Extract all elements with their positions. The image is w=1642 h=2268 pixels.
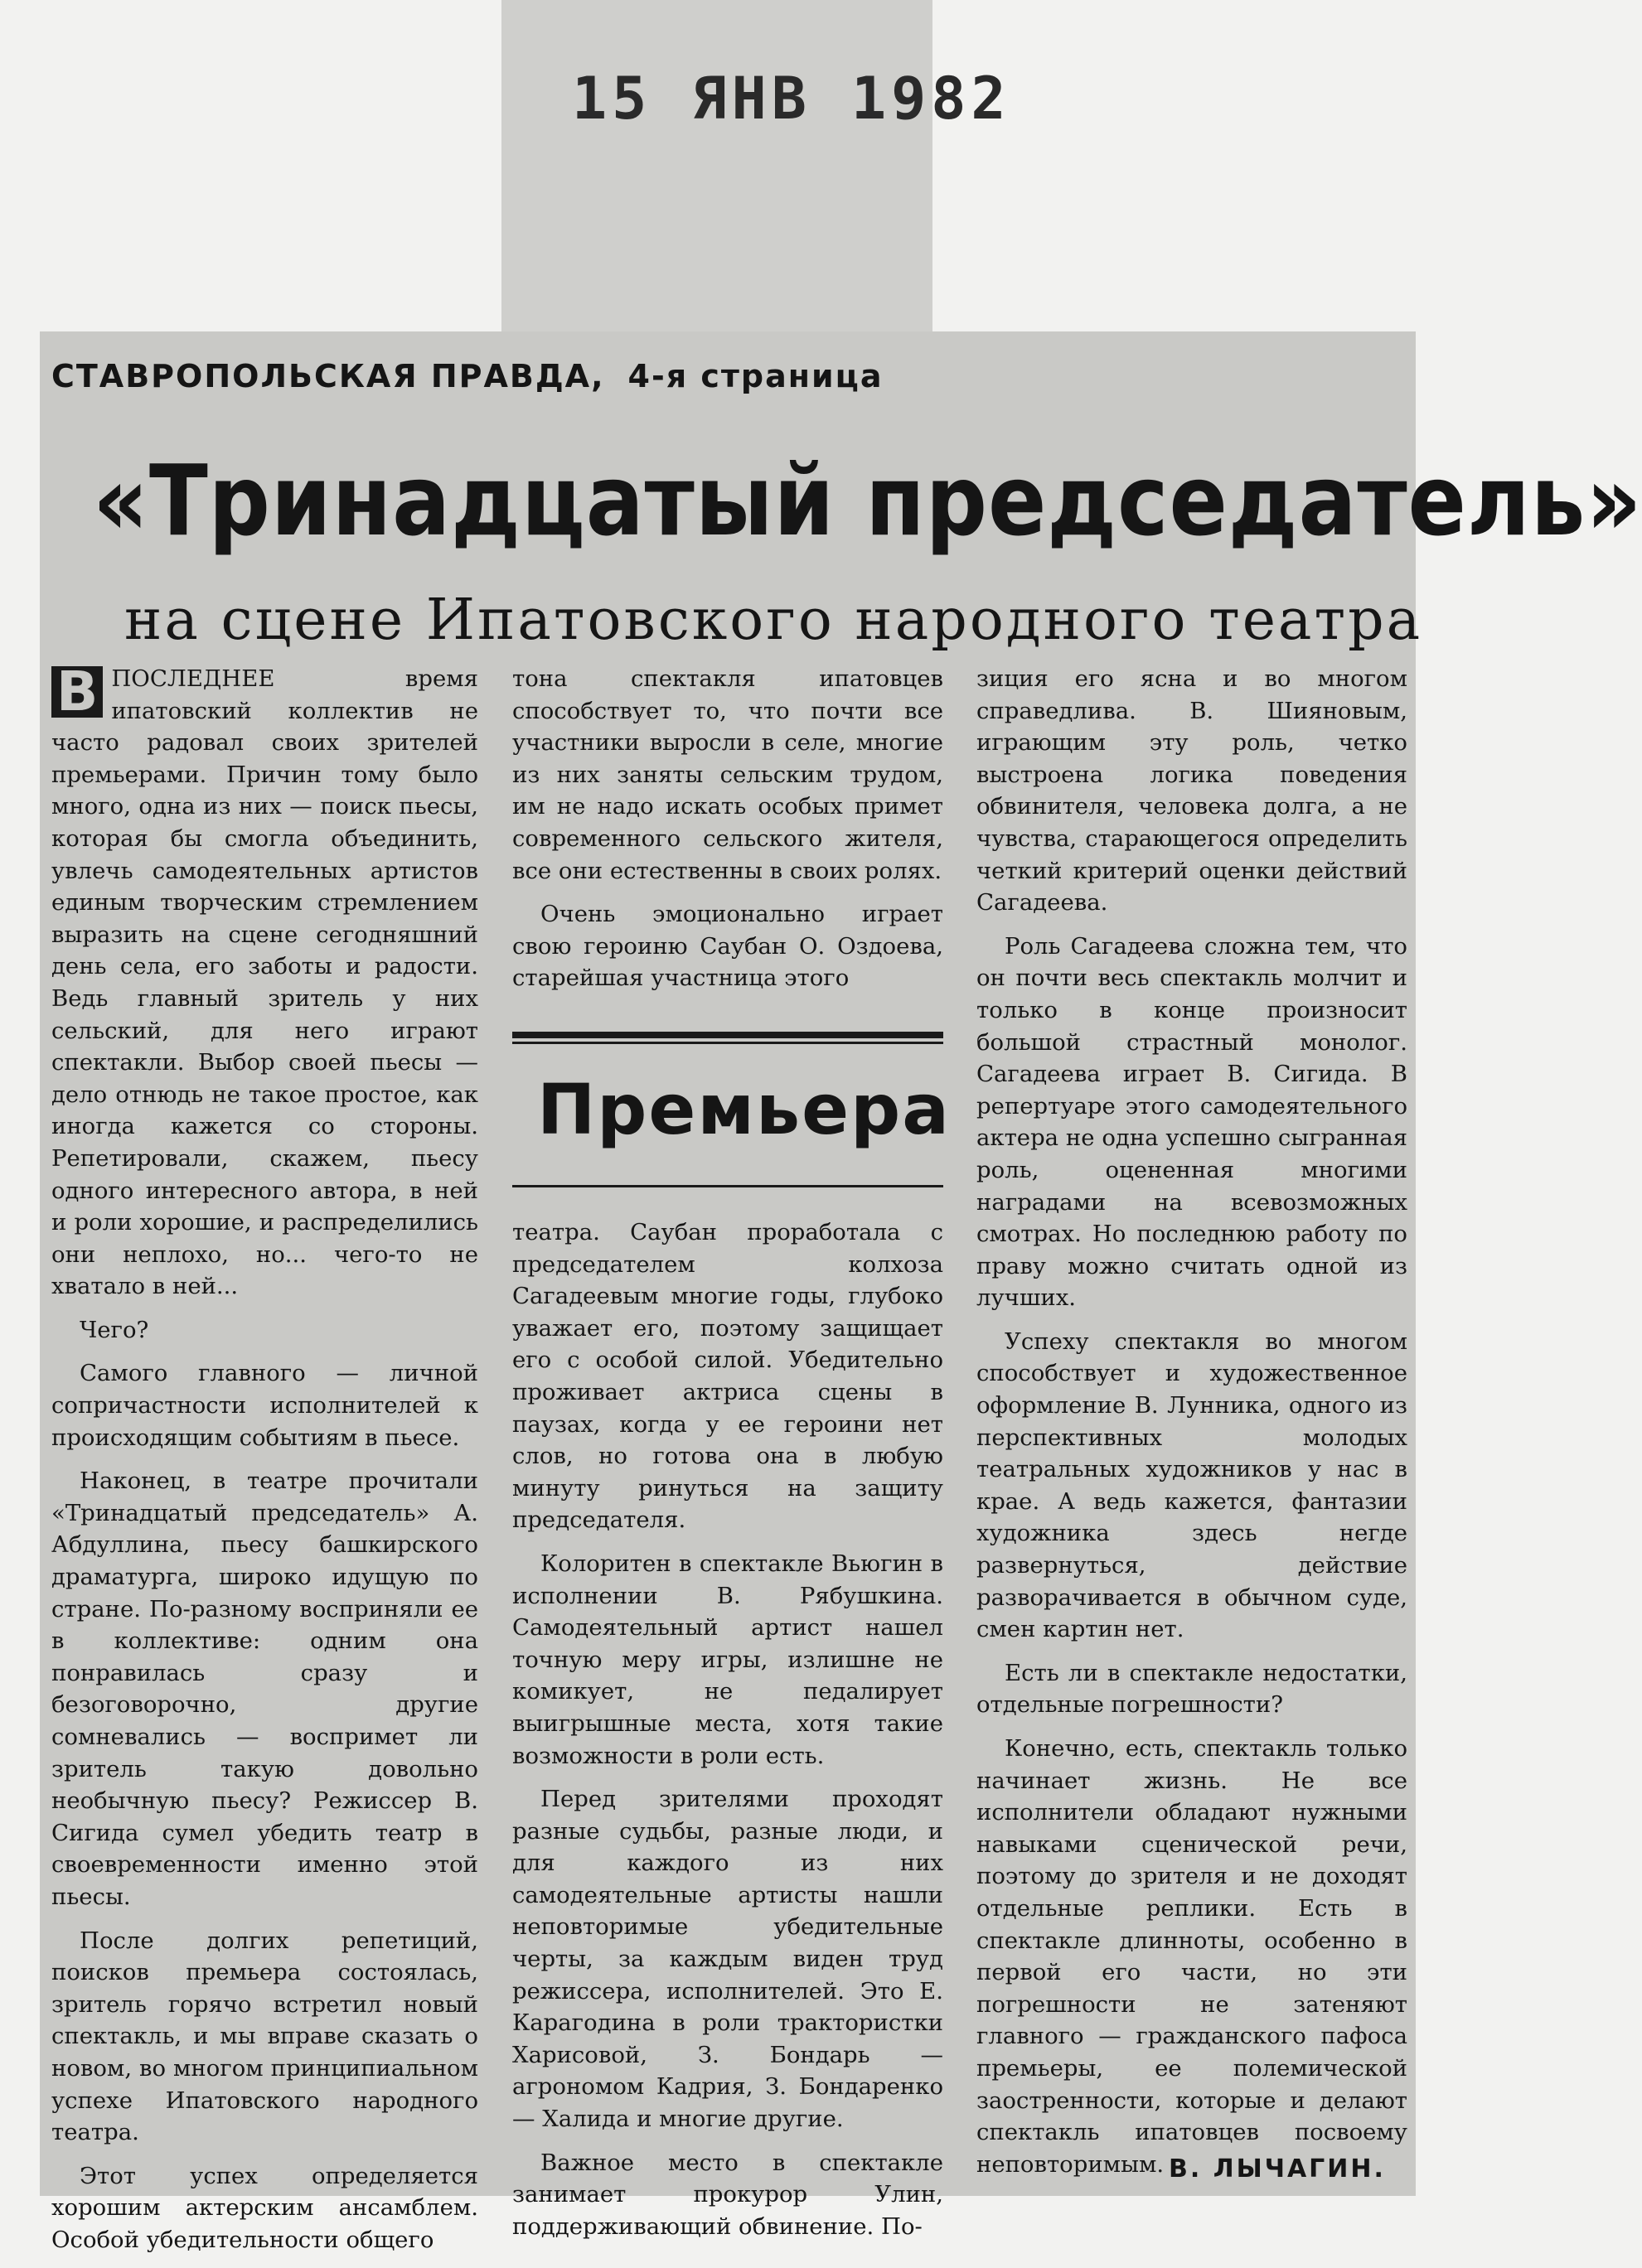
paragraph: Важное место в спектакле занимает прокурор Улин, поддерживающий обвинение. По- xyxy=(512,2149,943,2240)
paragraph: Перед зрителями проходят разные судьбы, разные люди, и для каждого из них самодеятельные артисты нашли неповторимые убедительные черты, за каждым виден труд режиссера, исполнителей. Это Е. Карагодина в роли трактористки Харисовой, З. Бондарь — агрономом Кадрия, З. Бондаренко — Халида и многие другие. xyxy=(512,1786,943,2133)
article-subheadline: на сцене Ипатовского народного театра xyxy=(124,588,1423,653)
column-2-bottom xyxy=(512,1216,943,2254)
date-stamp: 15 ЯНВ 1982 xyxy=(572,65,1011,133)
author-signature: В. ЛЫЧАГИН. xyxy=(1169,2154,1386,2183)
paragraph: В ПОСЛЕДНЕЕ время ипатовский коллектив не часто радовал своих зрителей премьерами. Причин тому было много, одна из них — поиск пьесы, которая бы смогла объединить, увлечь самодеятельных артистов единым творческим стремлением выразить на сцене сегодняшний день села, его заботы и радости. Ведь главный зритель у них сельский, для него играют спектакли. Выбор своей пьесы — дело отнюдь не такое простое, как иногда кажется со стороны. Репетировали, скажем, пьесу одного интересного автора, в ней и роли хорошие, и распределились они неплохо, но... чего-то не хватало в ней... xyxy=(51,660,478,1300)
paragraph: зиция его ясна и во многом справедлива. В. Шияновым, играющим эту роль, четко выстроена логика поведения обвинителя, человека долга, а не чувства, старающегося определить четкий критерий оценки действий Сагадеева. xyxy=(976,665,1407,916)
paragraph: театра. Саубан проработала с председателем колхоза Сагадеевым многие годы, глубоко уважает его, поэтому защищает его с особой силой. Убедительно проживает актриса сцены в паузах, когда у ее героини нет слов, но готова она в любую минуту ринуться на защиту председателя. xyxy=(512,1219,943,1534)
paragraph: Есть ли в спектакле недостатки, отдельные погрешности? xyxy=(976,1659,1407,1719)
masthead xyxy=(51,358,963,394)
paragraph: Наконец, в театре прочитали «Тринадцатый председатель» А. Абдуллина, пьесу башкирского драматурга, широко идущую по стране. По-разному восприняли ее в коллективе: одним она понравилась сразу и безоговорочно, другие сомневались — воспримет ли зритель такую довольно необычную пьесу? Режиссер В. Сигида сумел убедить театр в своевременности именно этой пьесы. xyxy=(51,1468,478,1910)
paragraph: Колоритен в спектакле Вьюгин в исполнении В. Рябушкина. Самодеятельный артист нашел точную меру игры, излишне не комикует, не педалирует выигрышные места, хотя такие возможности в роли есть. xyxy=(512,1550,943,1769)
date-stamp-strip xyxy=(501,0,932,356)
section-label-box xyxy=(512,1032,951,1202)
newspaper-name: СТАВРОПОЛЬСКАЯ ПРАВДА, xyxy=(51,358,605,394)
paragraph: Роль Сагадеева сложна тем, что он почти весь спектакль молчит и только в конце произносит большой страстный монолог. Сагадеева играет В. Сигида. В репертуаре этого самодеятельного актера не одна успешно сыгранная роль, оцененная многими наградами на всевозможных смотрах. Но последнюю работу по праву можно считать одной из лучших. xyxy=(976,932,1407,1312)
paragraph: Конечно, есть, спектакль только начинает жизнь. Не все исполнители обладают нужными навыками сценической речи, поэтому до зрителя и не доходят отдельные реплики. Есть в спектакле длинноты, особенно в первой его части, но эти погрешности не затеняют главного — гражданского пафоса премьеры, ее полемической заостренности, которые и делают спектакль ипатовцев поcвоему неповторимым. xyxy=(976,1735,1407,2178)
divider xyxy=(512,1032,943,1038)
section-label: Премьера xyxy=(537,1069,951,1150)
drop-cap: В xyxy=(51,666,103,718)
divider xyxy=(512,1185,943,1187)
article-headline: «Тринадцатый председатель» xyxy=(93,443,1642,558)
paragraph: После долгих репетиций, поисков премьера состоялась, зритель горячо встретил новый спектакль, и мы вправе сказать о новом, во многом принципиальном успехе Ипатовского народного театра. xyxy=(51,1927,478,2146)
paragraph: Этот успех определяется хорошим актерским ансамблем. Особой убедительности общего xyxy=(51,2162,478,2253)
paragraph: Очень эмоционально играет свою героиню Саубан О. Оздоева, старейшая участница этого xyxy=(512,901,943,992)
paragraph: Самого главного — личной сопричастности исполнителей к происходящим событиям в пьесе. xyxy=(51,1360,478,1451)
page-number: 4-я страница xyxy=(627,358,884,394)
column-2-top xyxy=(512,663,943,1006)
paragraph: Чего? xyxy=(80,1316,149,1343)
divider xyxy=(512,1042,943,1044)
column-3 xyxy=(976,663,1407,2192)
paragraph: тона спектакля ипатовцев способствует то, что почти все участники выросли в селе, многие из них заняты сельским трудом, им не надо искать особых примет современного сельского жителя, все они естественны в своих ролях. xyxy=(512,665,943,884)
paragraph: Успеху спектакля во многом способствует и художественное оформление В. Лунника, одного из перспективных молодых театральных художников у нас в крае. А ведь кажется, фантазии художника здесь негде развернуться, действие разворачивается в обычном суде, смен картин нет. xyxy=(976,1327,1407,1643)
column-1 xyxy=(51,660,478,2268)
